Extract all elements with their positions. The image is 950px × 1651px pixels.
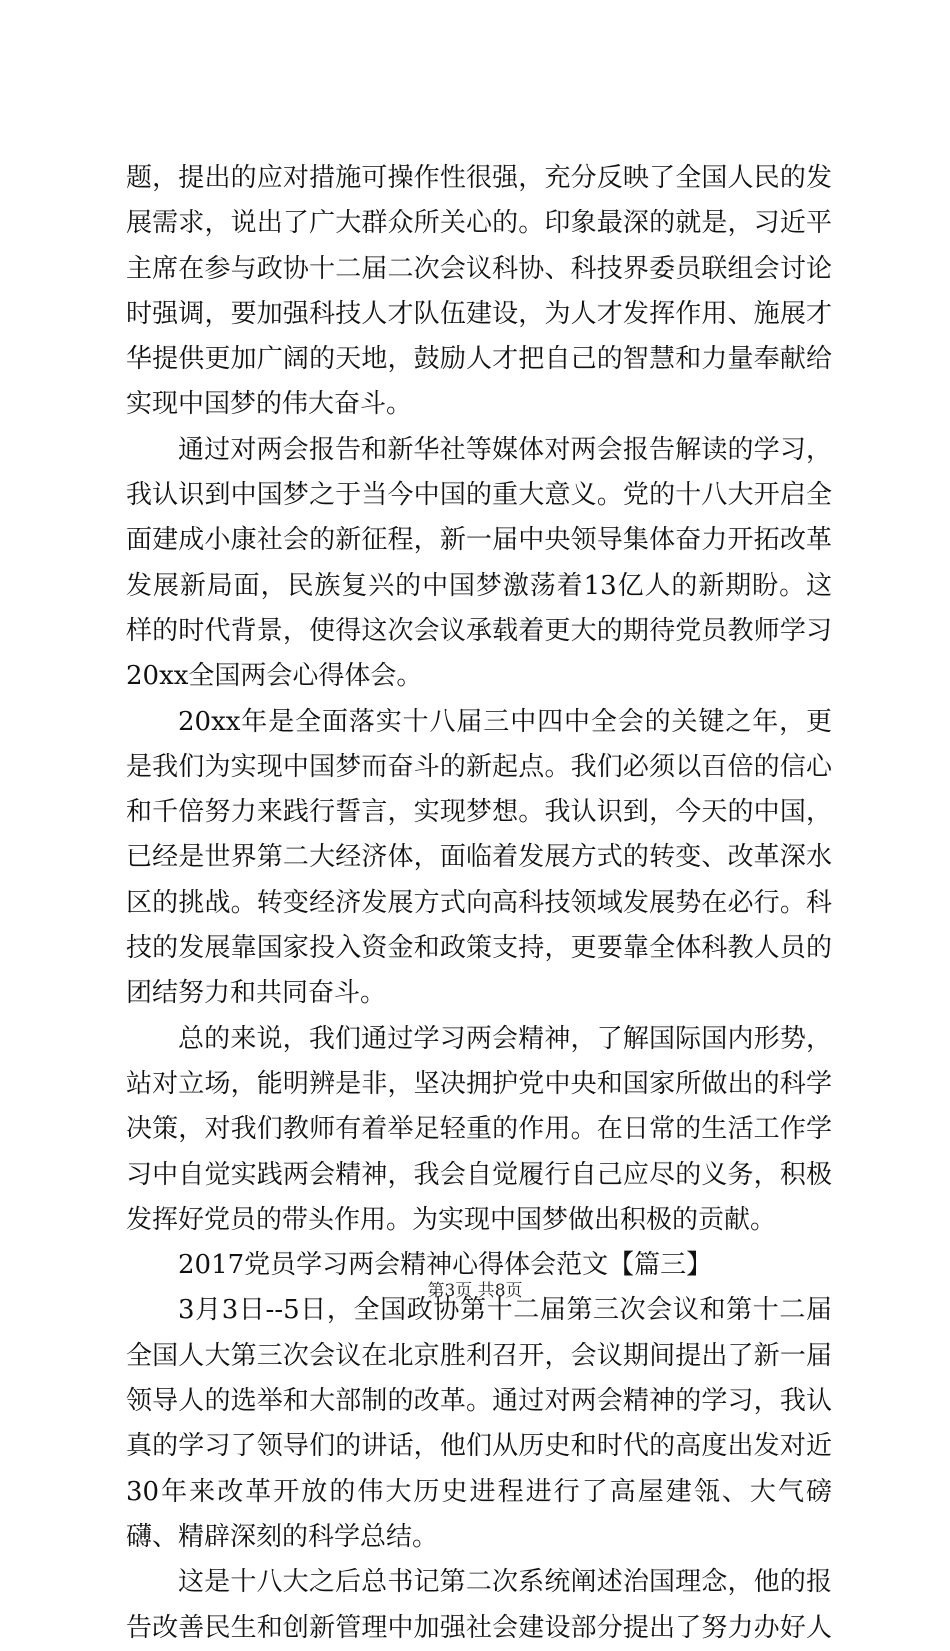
paragraph-5: 3月3日--5日，全国政协第十二届第三次会议和第十二届全国人大第三次会议在北京胜利召开，会议期间提出了新一届领导人的选举和大部制的改革。通过对两会精神的学习，我认真的学习了领导们的讲话，他们从历史和时代的高度出发对近30年来改革开放的伟大历史进程进行了高屋建瓴、大气磅礴、精辟深刻的科学总结。	[126, 1295, 832, 1552]
paragraph-6: 这是十八大之后总书记第二次系统阐述治国理念，他的报告改善民生和创新管理中加强社会建设部分提出了努力办好人	[126, 1567, 832, 1643]
document-body	[126, 156, 832, 1651]
section-heading: 2017党员学习两会精神心得体会范文【篇三】	[178, 1250, 713, 1281]
paragraph-2: 通过对两会报告和新华社等媒体对两会报告解读的学习，我认识到中国梦之于当今中国的重大意义。党的十八大开启全面建成小康社会的新征程，新一届中央领导集体奋力开拓改革发展新局面，民族复兴的中国梦激荡着13亿人的新期盼。这样的时代背景，使得这次会议承载着更大的期待党员教师学习20xx全国两会心得体会。	[126, 434, 832, 692]
paragraph-1: 题，提出的应对措施可操作性很强，充分反映了全国人民的发展需求，说出了广大群众所关心的。印象最深的就是，习近平主席在参与政协十二届二次会议科协、科技界委员联组会讨论时强调，要加强科技人才队伍建设，为人才发挥作用、施展才华提供更加广阔的天地，鼓励人才把自己的智慧和力量奉献给实现中国梦的伟大奋斗。	[126, 163, 832, 420]
paragraph-3: 20xx年是全面落实十八届三中四中全会的关键之年，更是我们为实现中国梦而奋斗的新起点。我们必须以百倍的信心和千倍努力来践行誓言，实现梦想。我认识到，今天的中国，已经是世界第二大经济体，面临着发展方式的转变、改革深水区的挑战。转变经济发展方式向高科技领域发展势在必行。科技的发展靠国家投入资金和政策支持，更要靠全体科教人员的团结努力和共同奋斗。	[126, 706, 832, 1009]
page-number-footer: 第3页 共8页	[427, 1281, 523, 1301]
paragraph-4: 总的来说，我们通过学习两会精神，了解国际国内形势，站对立场，能明辨是非，坚决拥护党中央和国家所做出的科学决策，对我们教师有着举足轻重的作用。在日常的生活工作学习中自觉实践两会精神，我会自觉履行自己应尽的义务，积极发挥好党员的带头作用。为实现中国梦做出积极的贡献。	[126, 1023, 832, 1235]
